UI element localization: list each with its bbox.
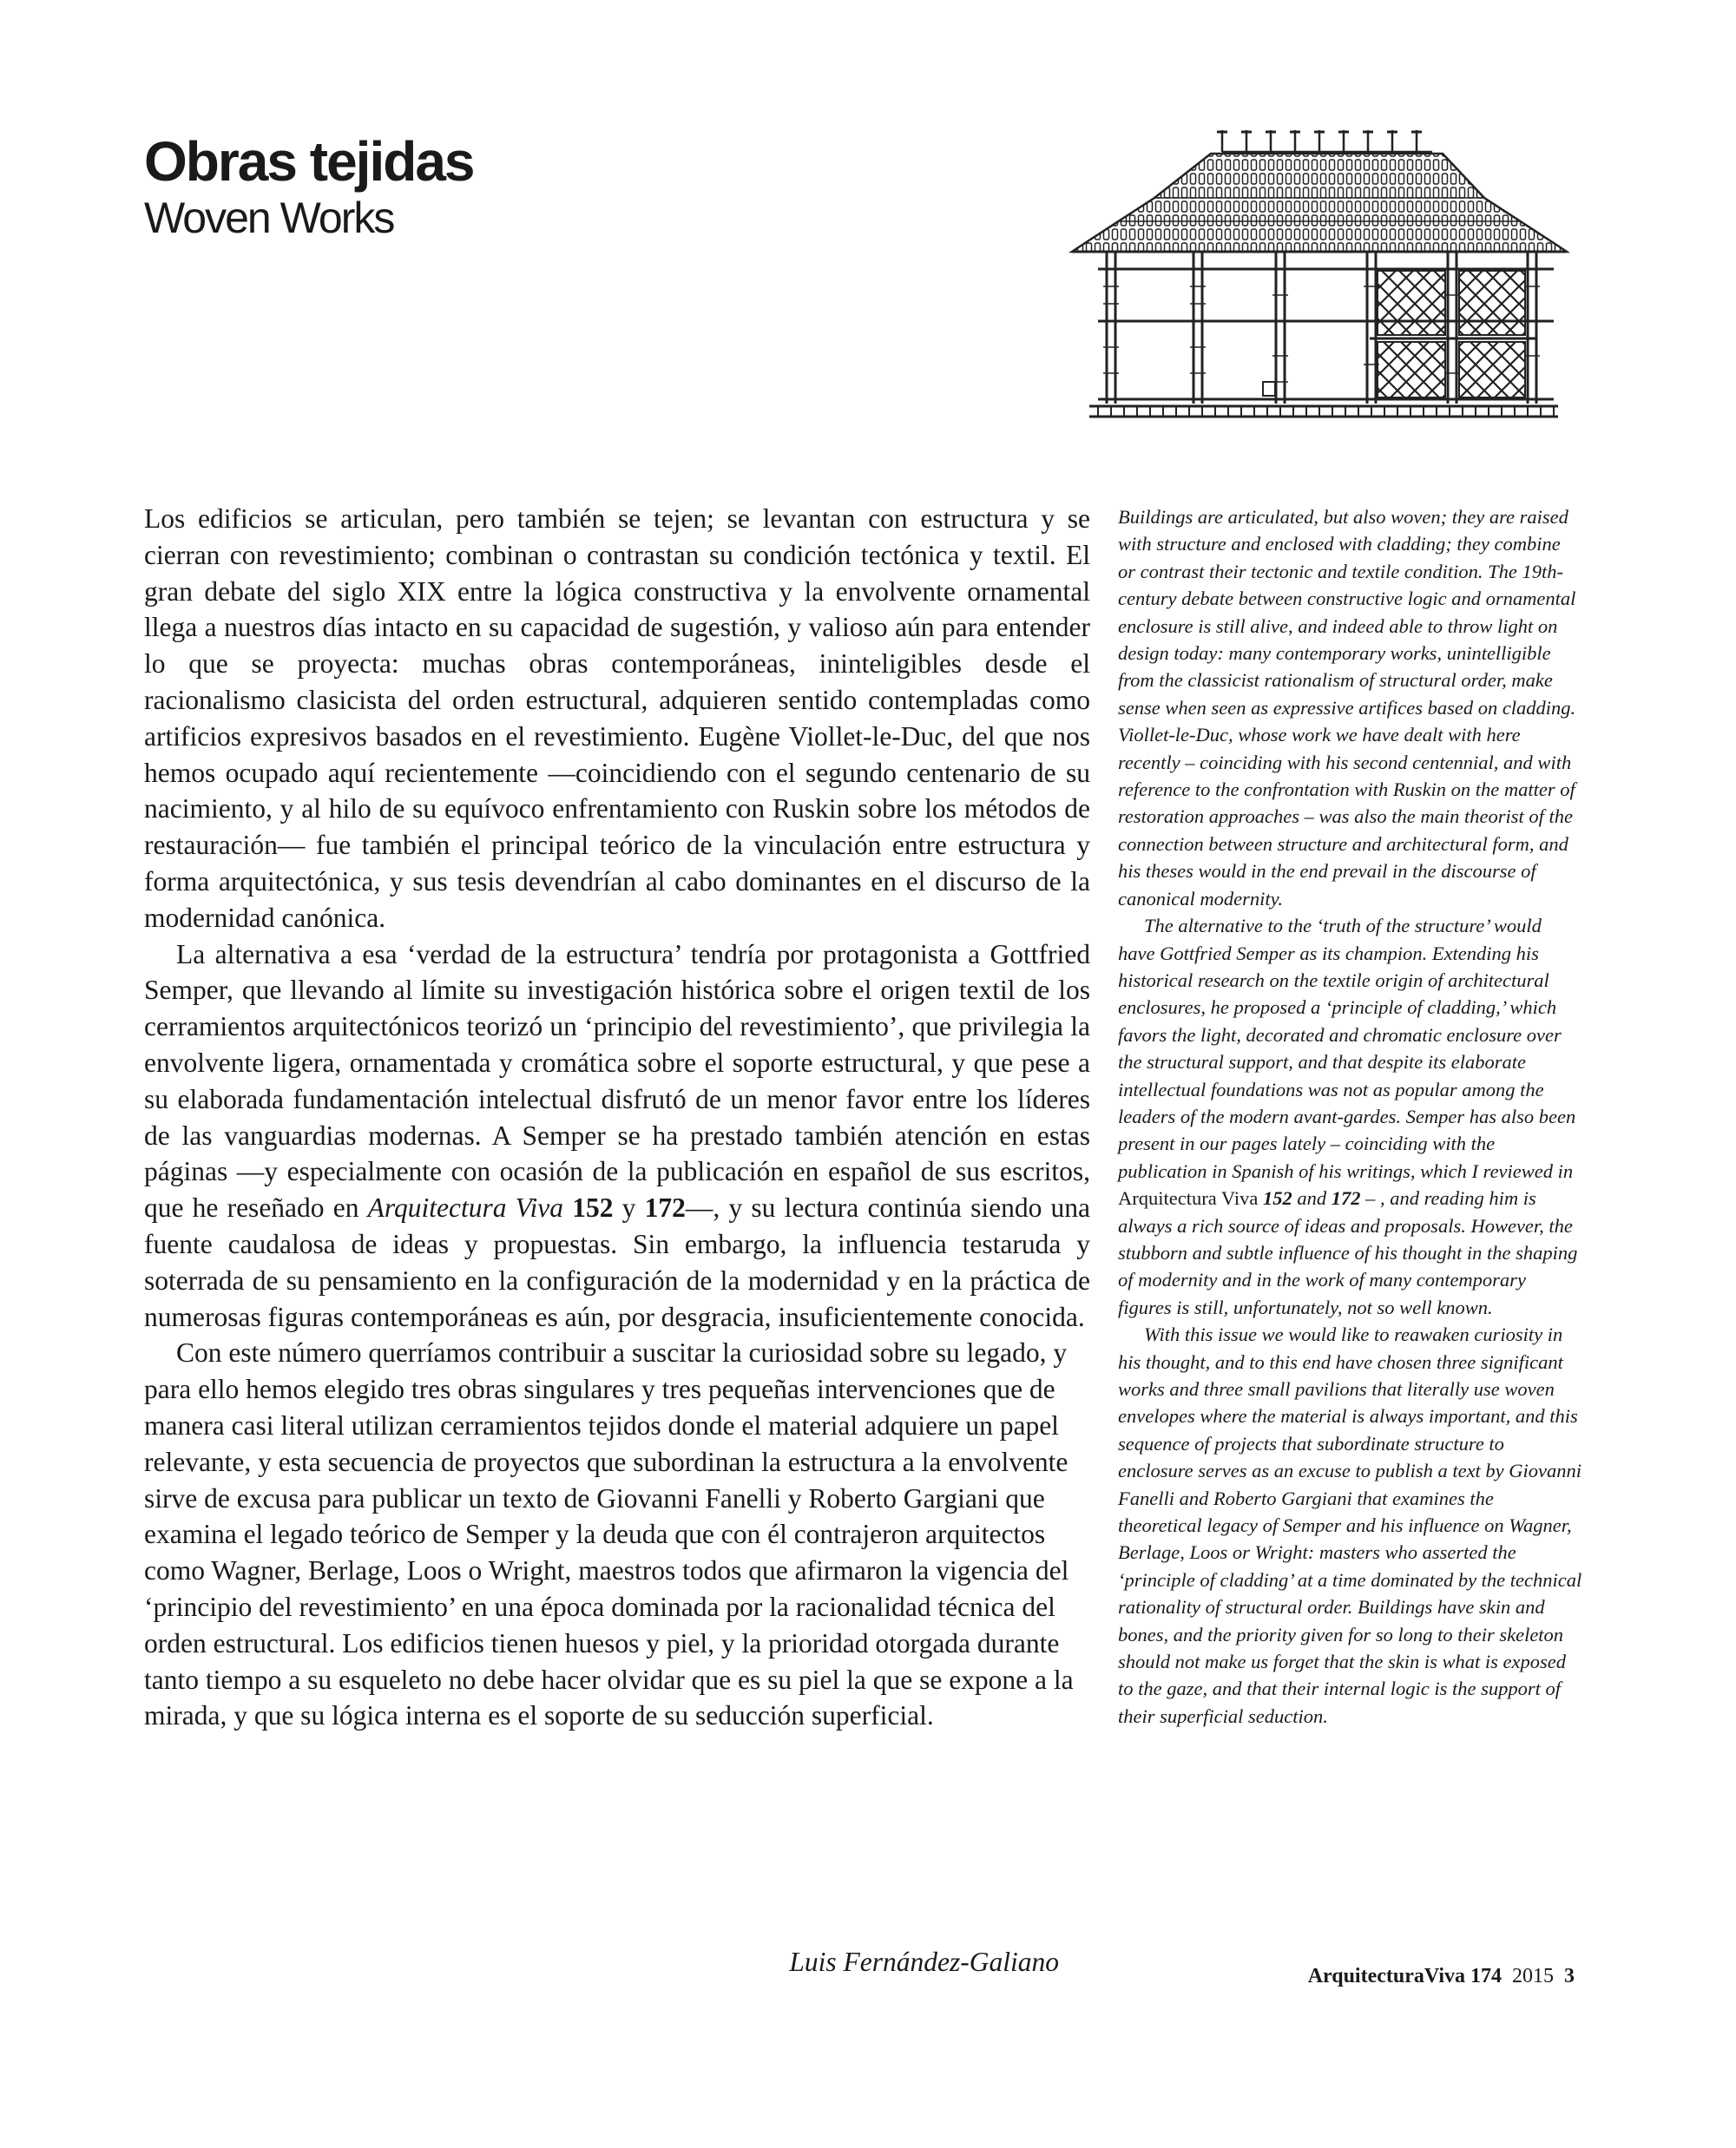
footer-brand: ArquitecturaViva: [1307, 1965, 1465, 1987]
page-footer: [1308, 1963, 1575, 1989]
spanish-paragraph-1: Los edificios se articulan, pero también se tejen; se levantan con estructura y se cierran con revestimiento; combinan o contrastan su condición tectónica y textil. El gran debate del siglo XIX entre la lógica constructiva y la envolvente ornamental llega a nuestros días intacto en su capacidad de sugestión, y valioso aún para entender lo que se proyecta: muchas obras contemporáneas, ininteligibles desde el racionalismo clasicista del orden estructural, adquieren sentido contempladas como artificios expresivos basados en el revestimiento. Eugène Viollet-le-Duc, del que nos hemos ocupado aquí recientemente —coincidiendo con el segundo centenario de su nacimiento, y al hilo de su equívoco enfrentamiento con Ruskin sobre los métodos de restauración— fue también el principal teórico de la vinculación entre estructura y forma arquitectónica, y sus tesis devendrían al cabo dominantes en el discurso de la modernidad canónica.: [144, 503, 1090, 933]
magazine-name-en: Arquitectura Viva: [1118, 1187, 1259, 1210]
issue-number-172-en: 172: [1331, 1187, 1361, 1210]
page-title: Obras tejidas: [144, 130, 474, 193]
english-paragraph-2-a: The alternative to the ‘truth of the structure’ would have Gottfried Semper as its champion. Extending his historical research on the textile origin of architectural enclosures, he proposed a ‘principle of cladding,’ which favors the light, decorated and chromatic enclosure over the structural support, and that despite its elaborate intellectual foundations was not as popular among the leaders of the modern avant-gardes. Semper has also been present in our pages lately – coinciding with the publication in Spanish of his writings, which I reviewed in: [1118, 915, 1576, 1182]
spanish-paragraph-2-b: —, y su lectura continúa siendo una fuente caudalosa de ideas y propuestas. Sin embargo, la influencia testaruda y soterrada de su pensamiento en la configuración de la modernidad y en la práctica de numerosas figuras contemporáneas es aún, por desgracia, insuficientemente conocida.: [144, 1192, 1091, 1332]
issue-number-172: 172: [644, 1192, 686, 1224]
issue-number-152: 152: [572, 1192, 614, 1224]
conjunction-en: and: [1292, 1187, 1332, 1210]
conjunction: y: [613, 1192, 645, 1224]
magazine-name: Arquitectura Viva: [367, 1192, 564, 1224]
english-paragraph-2: [1118, 912, 1582, 1321]
footer-year: 2015: [1512, 1965, 1554, 1987]
title-block: [144, 130, 925, 243]
author-signature: Luis Fernández-Galiano: [789, 1947, 1059, 1977]
spanish-text-column: [144, 501, 1090, 1734]
woven-hut-illustration: [1068, 130, 1571, 434]
issue-number-152-en: 152: [1262, 1187, 1292, 1210]
spanish-paragraph-2-a: La alternativa a esa ‘verdad de la estructura’ tendría por protagonista a Gottfried Semper, que llevando al límite su investigación histórica sobre el origen textil de los cerramientos arquitectónicos teorizó un ‘principio del revestimiento’, que privilegia la envolvente ligera, ornamentada y cromática sobre el soporte estructural, y que pese a su elaborada fundamentación intelectual disfrutó de un menor favor entre los líderes de las vanguardias modernas. A Semper se ha prestado también atención en estas páginas —y especialmente con ocasión de la publicación en español de sus escritos, que he reseñado en: [144, 938, 1090, 1224]
page-subtitle: Woven Works: [144, 194, 394, 242]
spanish-paragraph-2: [144, 936, 1090, 1336]
english-paragraph-1: Buildings are articulated, but also woven; they are raised with structure and enclosed with cladding; they combine or contrast their tectonic and textile condition. The 19th-century debate between constructive logic and ornamental enclosure is still alive, and indeed able to throw light on design today: many contemporary works, unintelligible from the classicist rationalism of structural order, make sense when seen as expressive artifices based on cladding. Viollet-le-Duc, whose work we have dealt with here recently – coinciding with his second centennial, and with reference to the confrontation with Ruskin on the matter of restoration approaches – was also the main theorist of the connection between structure and architectural form, and his theses would in the end prevail in the discourse of canonical modernity.: [1118, 506, 1576, 910]
english-paragraph-3: With this issue we would like to reawaken curiosity in his thought, and to this end have chosen three significant works and three small pavilions that literally use woven envelopes where the material is always important, and this sequence of projects that subordinate structure to enclosure serves as an excuse to publish a text by Giovanni Fanelli and Roberto Gargiani that examines the theoretical legacy of Semper and his influence on Wagner, Berlage, Loos or Wright: masters who asserted the ‘principle of cladding’ at a time dominated by the technical rationality of structural order. Buildings have skin and bones, and the priority given for so long to their skeleton should not make us forget that the skin is what is exposed to the gaze, and that their internal logic is the support of their superficial seduction.: [1118, 1324, 1582, 1727]
english-paragraph-2-b: – , and reading him is always a rich source of ideas and proposals. However, the stubborn and subtle influence of his thought in the shaping of modernity and in the work of many contemporary figures is still, unfortunately, not so well known.: [1118, 1187, 1578, 1318]
page-number: 3: [1564, 1965, 1575, 1987]
english-text-column: [1118, 503, 1582, 1730]
spanish-paragraph-3: Con este número querríamos contribuir a suscitar la curiosidad sobre su legado, y para ello hemos elegido tres obras singulares y tres pequeñas intervenciones que de manera casi literal utilizan cerramientos tejidos donde el material adquiere un papel relevante, y esta secuencia de proyectos que subordinan la estructura a la envolvente sirve de excusa para publicar un texto de Giovanni Fanelli y Roberto Gargiani que examina el legado teórico de Semper y la deuda que con él contrajeron arquitectos como Wagner, Berlage, Loos o Wright, maestros todos que afirmaron la vigencia del ‘principio del revestimiento’ en una época dominada por la racionalidad técnica del orden estructural. Los edificios tienen huesos y piel, y la prioridad otorgada durante tanto tiempo a su esqueleto no debe hacer olvidar que es su piel la que se expone a la mirada, y que su lógica interna es el soporte de su seducción superficial.: [144, 1337, 1074, 1731]
footer-issue: 174: [1470, 1965, 1502, 1987]
